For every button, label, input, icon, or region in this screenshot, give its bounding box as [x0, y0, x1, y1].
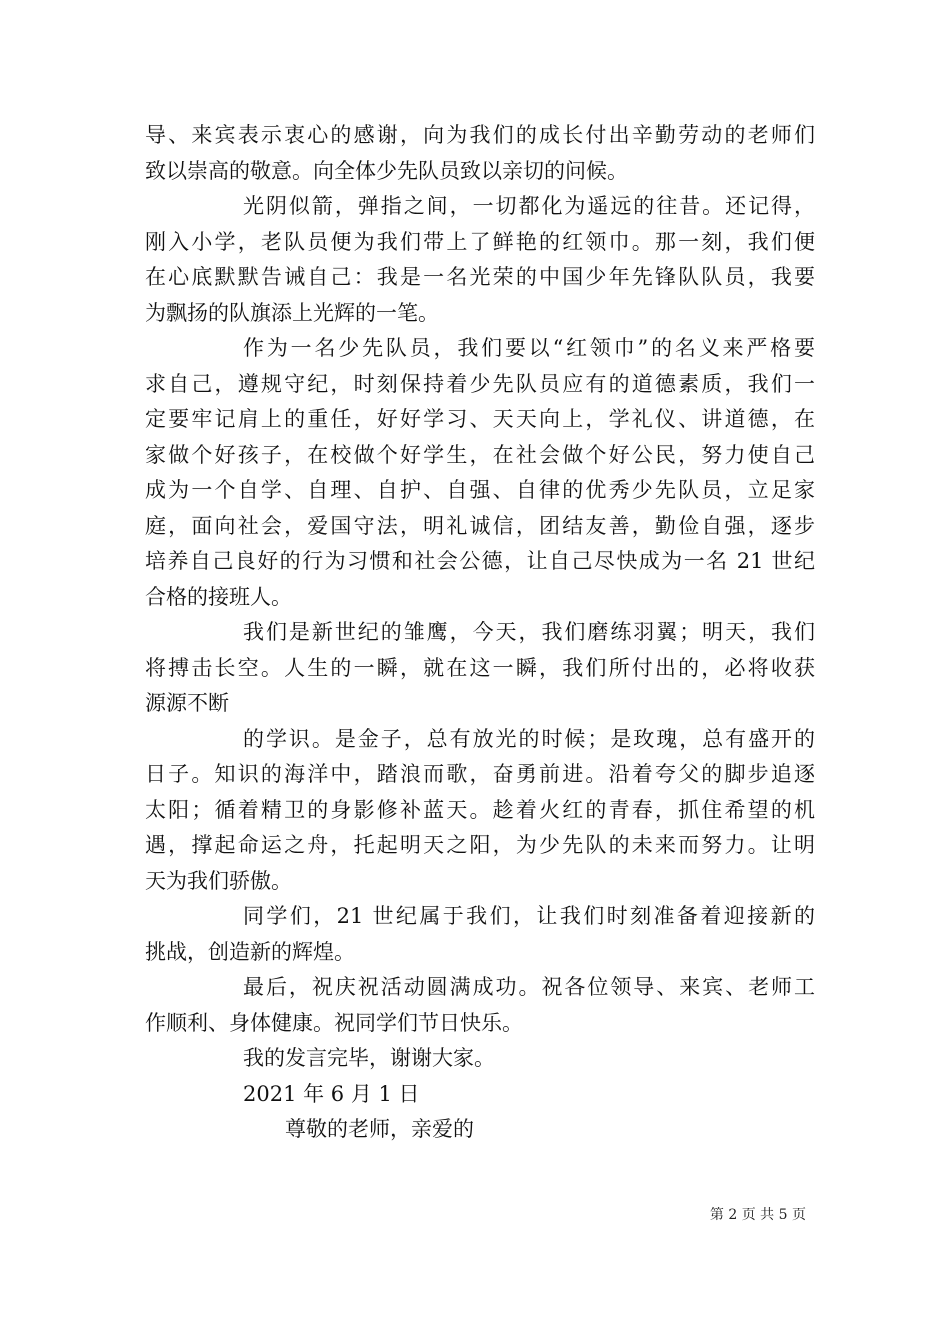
text-line: 作为一名少先队员，我们要以“红领巾”的名义来严格要: [243, 336, 815, 360]
text-line: 致以崇高的敬意。向全体少先队员致以亲切的问候。: [145, 158, 628, 183]
text-line: 在心底默默告诫自己：我是一名光荣的中国少年先锋队队员，我要: [145, 265, 815, 289]
text-line: 庭，面向社会，爱国守法，明礼诚信，团结友善，勤俭自强，逐步: [145, 513, 815, 538]
text-line: 合格的接班人。: [145, 584, 292, 609]
text-line: 将搏击长空。人生的一瞬，就在这一瞬，我们所付出的，必将收获: [145, 655, 815, 680]
text-line: 我们是新世纪的雏鹰，今天，我们磨练羽翼；明天，我们: [243, 620, 815, 644]
page-number: 第 2 页 共 5 页: [709, 1207, 806, 1223]
text-line: 定要牢记肩上的重任，好好学习、天天向上，学礼仪、讲道德，在: [145, 407, 815, 431]
text-line: 太阳；循着精卫的身影修补蓝天。趁着火红的青春，抓住希望的机: [145, 797, 815, 822]
text-line: 导、来宾表示衷心的感谢，向为我们的成长付出辛勤劳动的老师们: [145, 123, 815, 147]
text-line: 为飘扬的队旗添上光辉的一笔。: [145, 300, 439, 325]
text-line: 成为一个自学、自理、自护、自强、自律的优秀少先队员，立足家: [145, 478, 815, 502]
text-line: 我的发言完毕，谢谢大家。: [243, 1046, 495, 1070]
text-line: 2021 年 6 月 1 日: [243, 1081, 420, 1106]
text-line: 的学识。是金子，总有放光的时候；是玫瑰，总有盛开的: [243, 726, 815, 751]
text-line: 同学们，21 世纪属于我们，让我们时刻准备着迎接新的: [243, 904, 815, 928]
text-line: 遇，撑起命运之舟，托起明天之阳，为少先队的未来而努力。让明: [145, 833, 815, 857]
text-line: 作顺利、身体健康。祝同学们节日快乐。: [145, 1010, 523, 1035]
text-line: 刚入小学，老队员便为我们带上了鲜艳的红领巾。那一刻，我们便: [145, 229, 815, 254]
text-line: 光阴似箭，弹指之间，一切都化为遥远的往昔。还记得，: [243, 194, 815, 218]
text-line: 挑战，创造新的辉煌。: [145, 939, 355, 964]
text-line: 家做个好孩子，在校做个好学生，在社会做个好公民，努力使自己: [145, 442, 815, 467]
text-line: 培养自己良好的行为习惯和社会公德，让自己尽快成为一名 21 世纪: [145, 549, 815, 573]
document-body: [145, 118, 815, 1148]
text-line: 天为我们骄傲。: [145, 868, 292, 893]
text-line: 最后，祝庆祝活动圆满成功。祝各位领导、来宾、老师工: [243, 975, 815, 999]
text-line: 尊敬的老师，亲爱的: [285, 1117, 474, 1141]
text-line: 源源不断: [145, 691, 229, 715]
text-line: 求自己，遵规守纪，时刻保持着少先队员应有的道德素质，我们一: [145, 371, 815, 396]
text-line: 日子。知识的海洋中，踏浪而歌，奋勇前进。沿着夸父的脚步追逐: [145, 762, 815, 786]
